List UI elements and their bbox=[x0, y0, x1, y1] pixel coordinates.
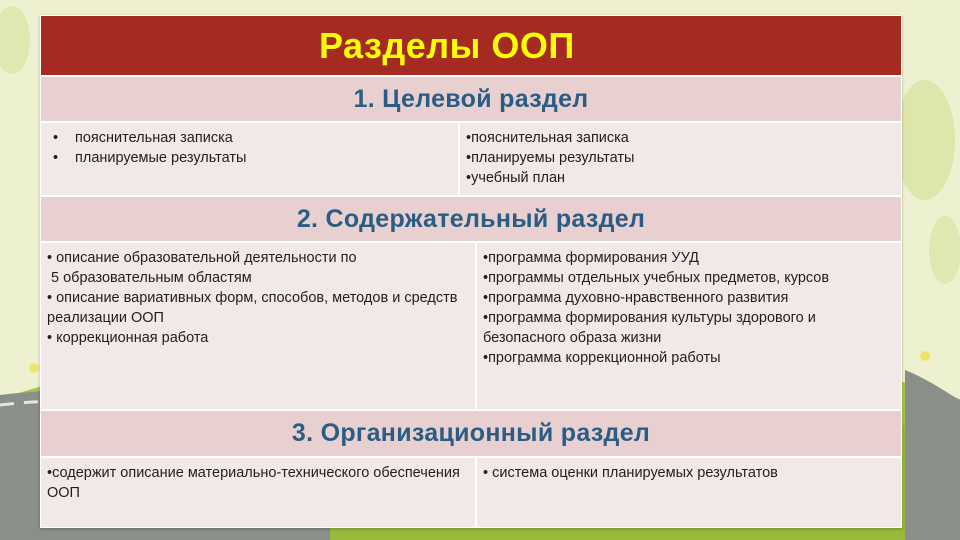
list-item: •программа духовно-нравственного развития bbox=[483, 290, 789, 306]
section-heading-organizational: 3. Организационный раздел bbox=[40, 410, 902, 457]
sections-table bbox=[40, 15, 902, 528]
list-item: •программа коррекционной работы bbox=[483, 350, 721, 366]
section-content-content bbox=[40, 242, 902, 410]
list-item: •содержит описание материально-технического обеспечения ООП bbox=[47, 465, 460, 501]
list-item: •планируемы результаты bbox=[466, 150, 635, 166]
section-heading-target: 1. Целевой раздел bbox=[40, 76, 902, 122]
section-heading-content: 2. Содержательный раздел bbox=[40, 196, 902, 242]
list-item: •программы отдельных учебных предметов, курсов bbox=[483, 270, 830, 286]
content-left-cell bbox=[40, 242, 476, 410]
section-content-organizational bbox=[40, 457, 902, 528]
list-item: • система оценки планируемых результатов bbox=[483, 465, 778, 481]
content-right-cell bbox=[476, 242, 902, 410]
list-item: •пояснительная записка bbox=[466, 130, 629, 146]
list-item: •программа формирования УУД bbox=[483, 250, 699, 266]
list-item: •учебный план bbox=[466, 170, 566, 186]
list-item: • пояснительная записка bbox=[47, 128, 452, 148]
section-content-target bbox=[40, 122, 902, 196]
list-item: • описание образовательной деятельности по bbox=[47, 250, 357, 266]
list-item: • коррекционная работа bbox=[47, 330, 209, 346]
target-right-cell bbox=[459, 122, 902, 196]
organizational-left-cell bbox=[40, 457, 476, 528]
list-item: •программа формирования культуры здорового и безопасного образа жизни bbox=[483, 310, 816, 346]
list-item: • описание вариативных форм, способов, методов и средств реализации ООП bbox=[47, 290, 458, 326]
list-item: 5 образовательным областям bbox=[47, 270, 252, 286]
slide-title: Разделы ООП bbox=[40, 15, 902, 76]
list-item: • планируемые результаты bbox=[47, 148, 452, 168]
target-left-cell bbox=[40, 122, 459, 196]
organizational-right-cell bbox=[476, 457, 902, 528]
